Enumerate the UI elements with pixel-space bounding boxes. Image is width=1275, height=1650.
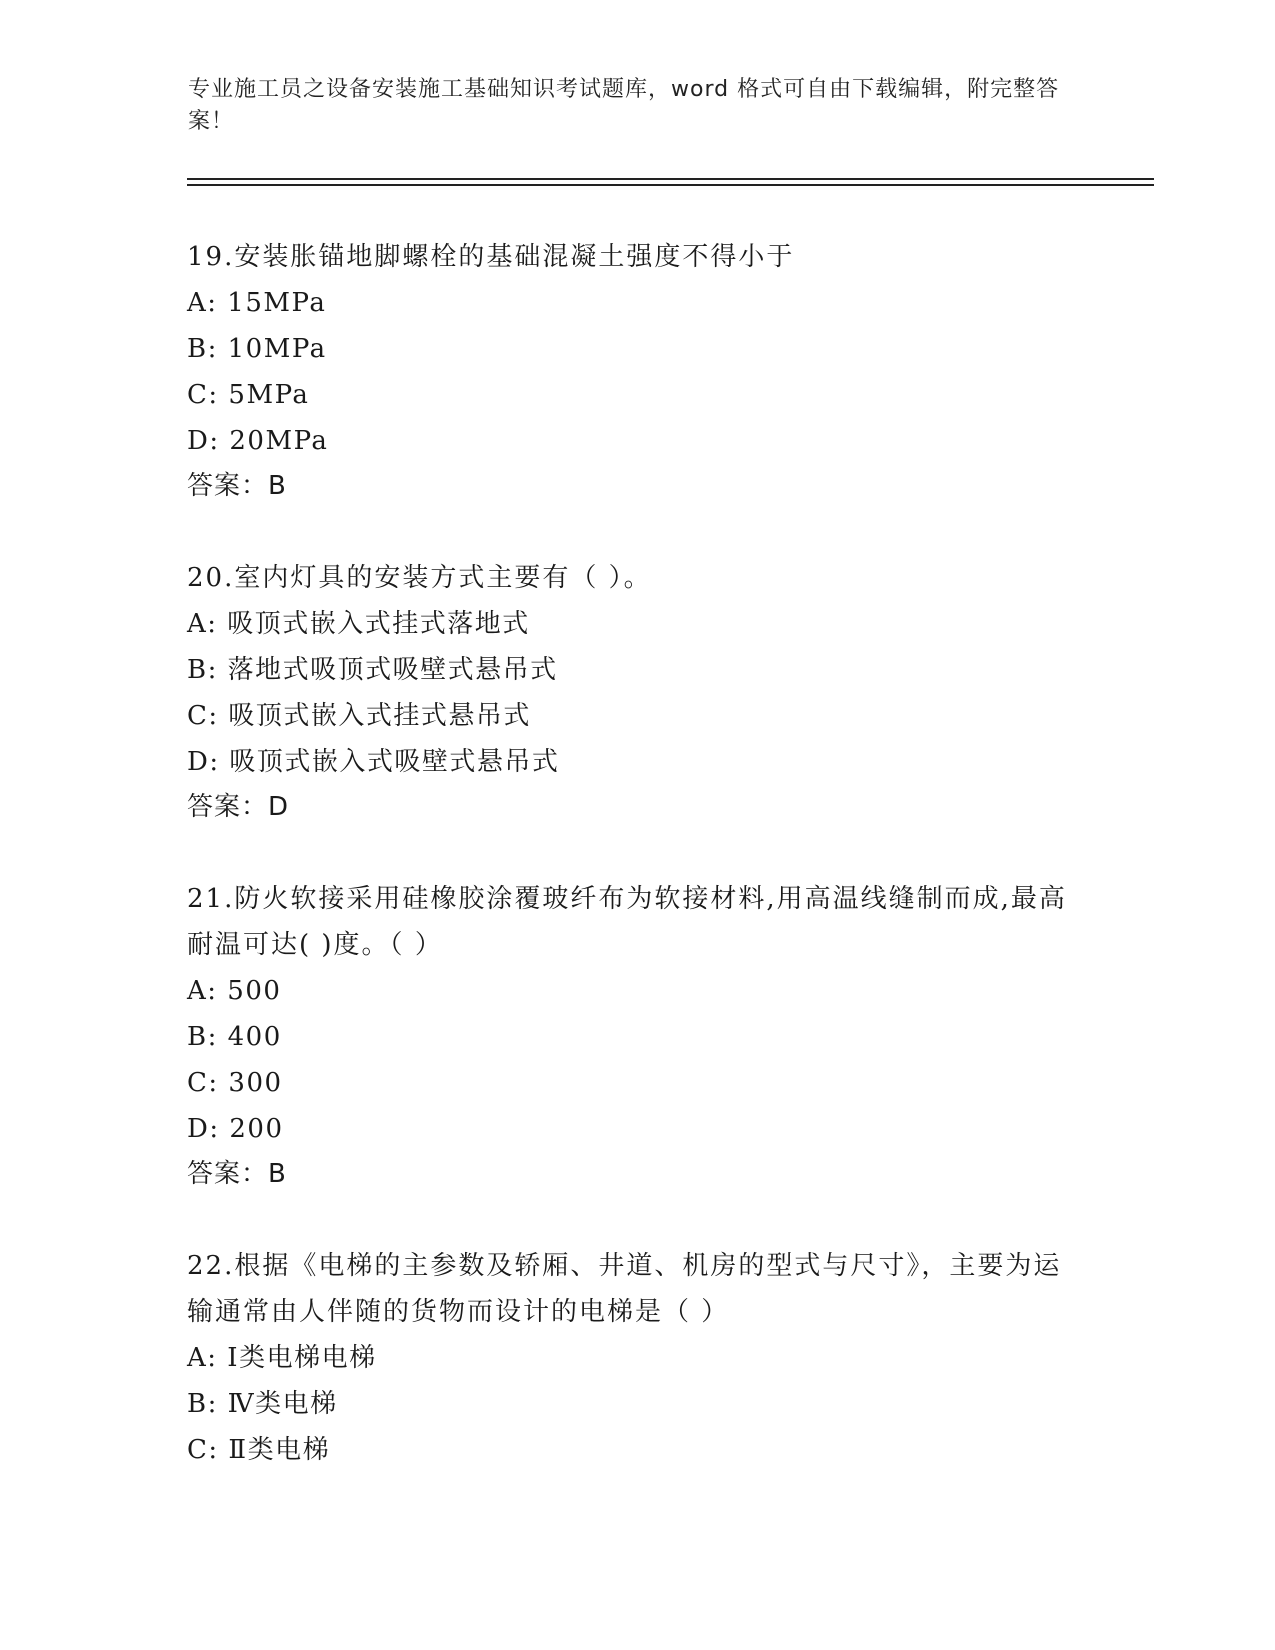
question-text: 20.室内灯具的安装方式主要有（ ）。 [187, 563, 652, 593]
option-c: C: 吸顶式嵌入式挂式悬吊式 [187, 701, 531, 731]
option-a: A: 15MPa [187, 288, 327, 318]
option-b: B: Ⅳ类电梯 [187, 1389, 338, 1419]
question-21 [187, 876, 1087, 1196]
answer-line: 答案：B [187, 1159, 287, 1189]
question-22 [187, 1243, 1087, 1473]
option-a: A: 吸顶式嵌入式挂式落地式 [187, 609, 530, 639]
option-c: C: 5MPa [187, 380, 310, 410]
question-text: 21.防火软接采用硅橡胶涂覆玻纤布为软接材料,用高温线缝制而成,最高耐温可达( )度。（ ） [187, 884, 1067, 960]
header-rule-bottom [187, 184, 1154, 186]
option-d: D: 吸顶式嵌入式吸壁式悬吊式 [187, 747, 560, 777]
header-rule-top [187, 178, 1154, 180]
question-19 [187, 234, 1087, 508]
option-c: C: Ⅱ类电梯 [187, 1435, 331, 1465]
question-list [187, 234, 1087, 1520]
page-header: 专业施工员之设备安装施工基础知识考试题库，word 格式可自由下载编辑，附完整答案！ [188, 77, 1060, 134]
question-text: 22.根据《电梯的主参数及轿厢、井道、机房的型式与尺寸》，主要为运输通常由人伴随的货物而设计的电梯是（ ） [187, 1251, 1062, 1327]
answer-line: 答案：B [187, 471, 287, 501]
option-c: C: 300 [187, 1068, 283, 1098]
option-d: D: 20MPa [187, 426, 329, 456]
option-b: B: 10MPa [187, 334, 327, 364]
option-b: B: 400 [187, 1022, 282, 1052]
question-text: 19.安装胀锚地脚螺栓的基础混凝土强度不得小于 [187, 242, 795, 272]
option-a: A: 500 [187, 976, 282, 1006]
option-b: B: 落地式吸顶式吸壁式悬吊式 [187, 655, 558, 685]
question-20 [187, 555, 1087, 829]
option-d: D: 200 [187, 1114, 284, 1144]
answer-line: 答案：D [187, 792, 290, 822]
option-a: A: Ⅰ类电梯电梯 [187, 1343, 377, 1373]
